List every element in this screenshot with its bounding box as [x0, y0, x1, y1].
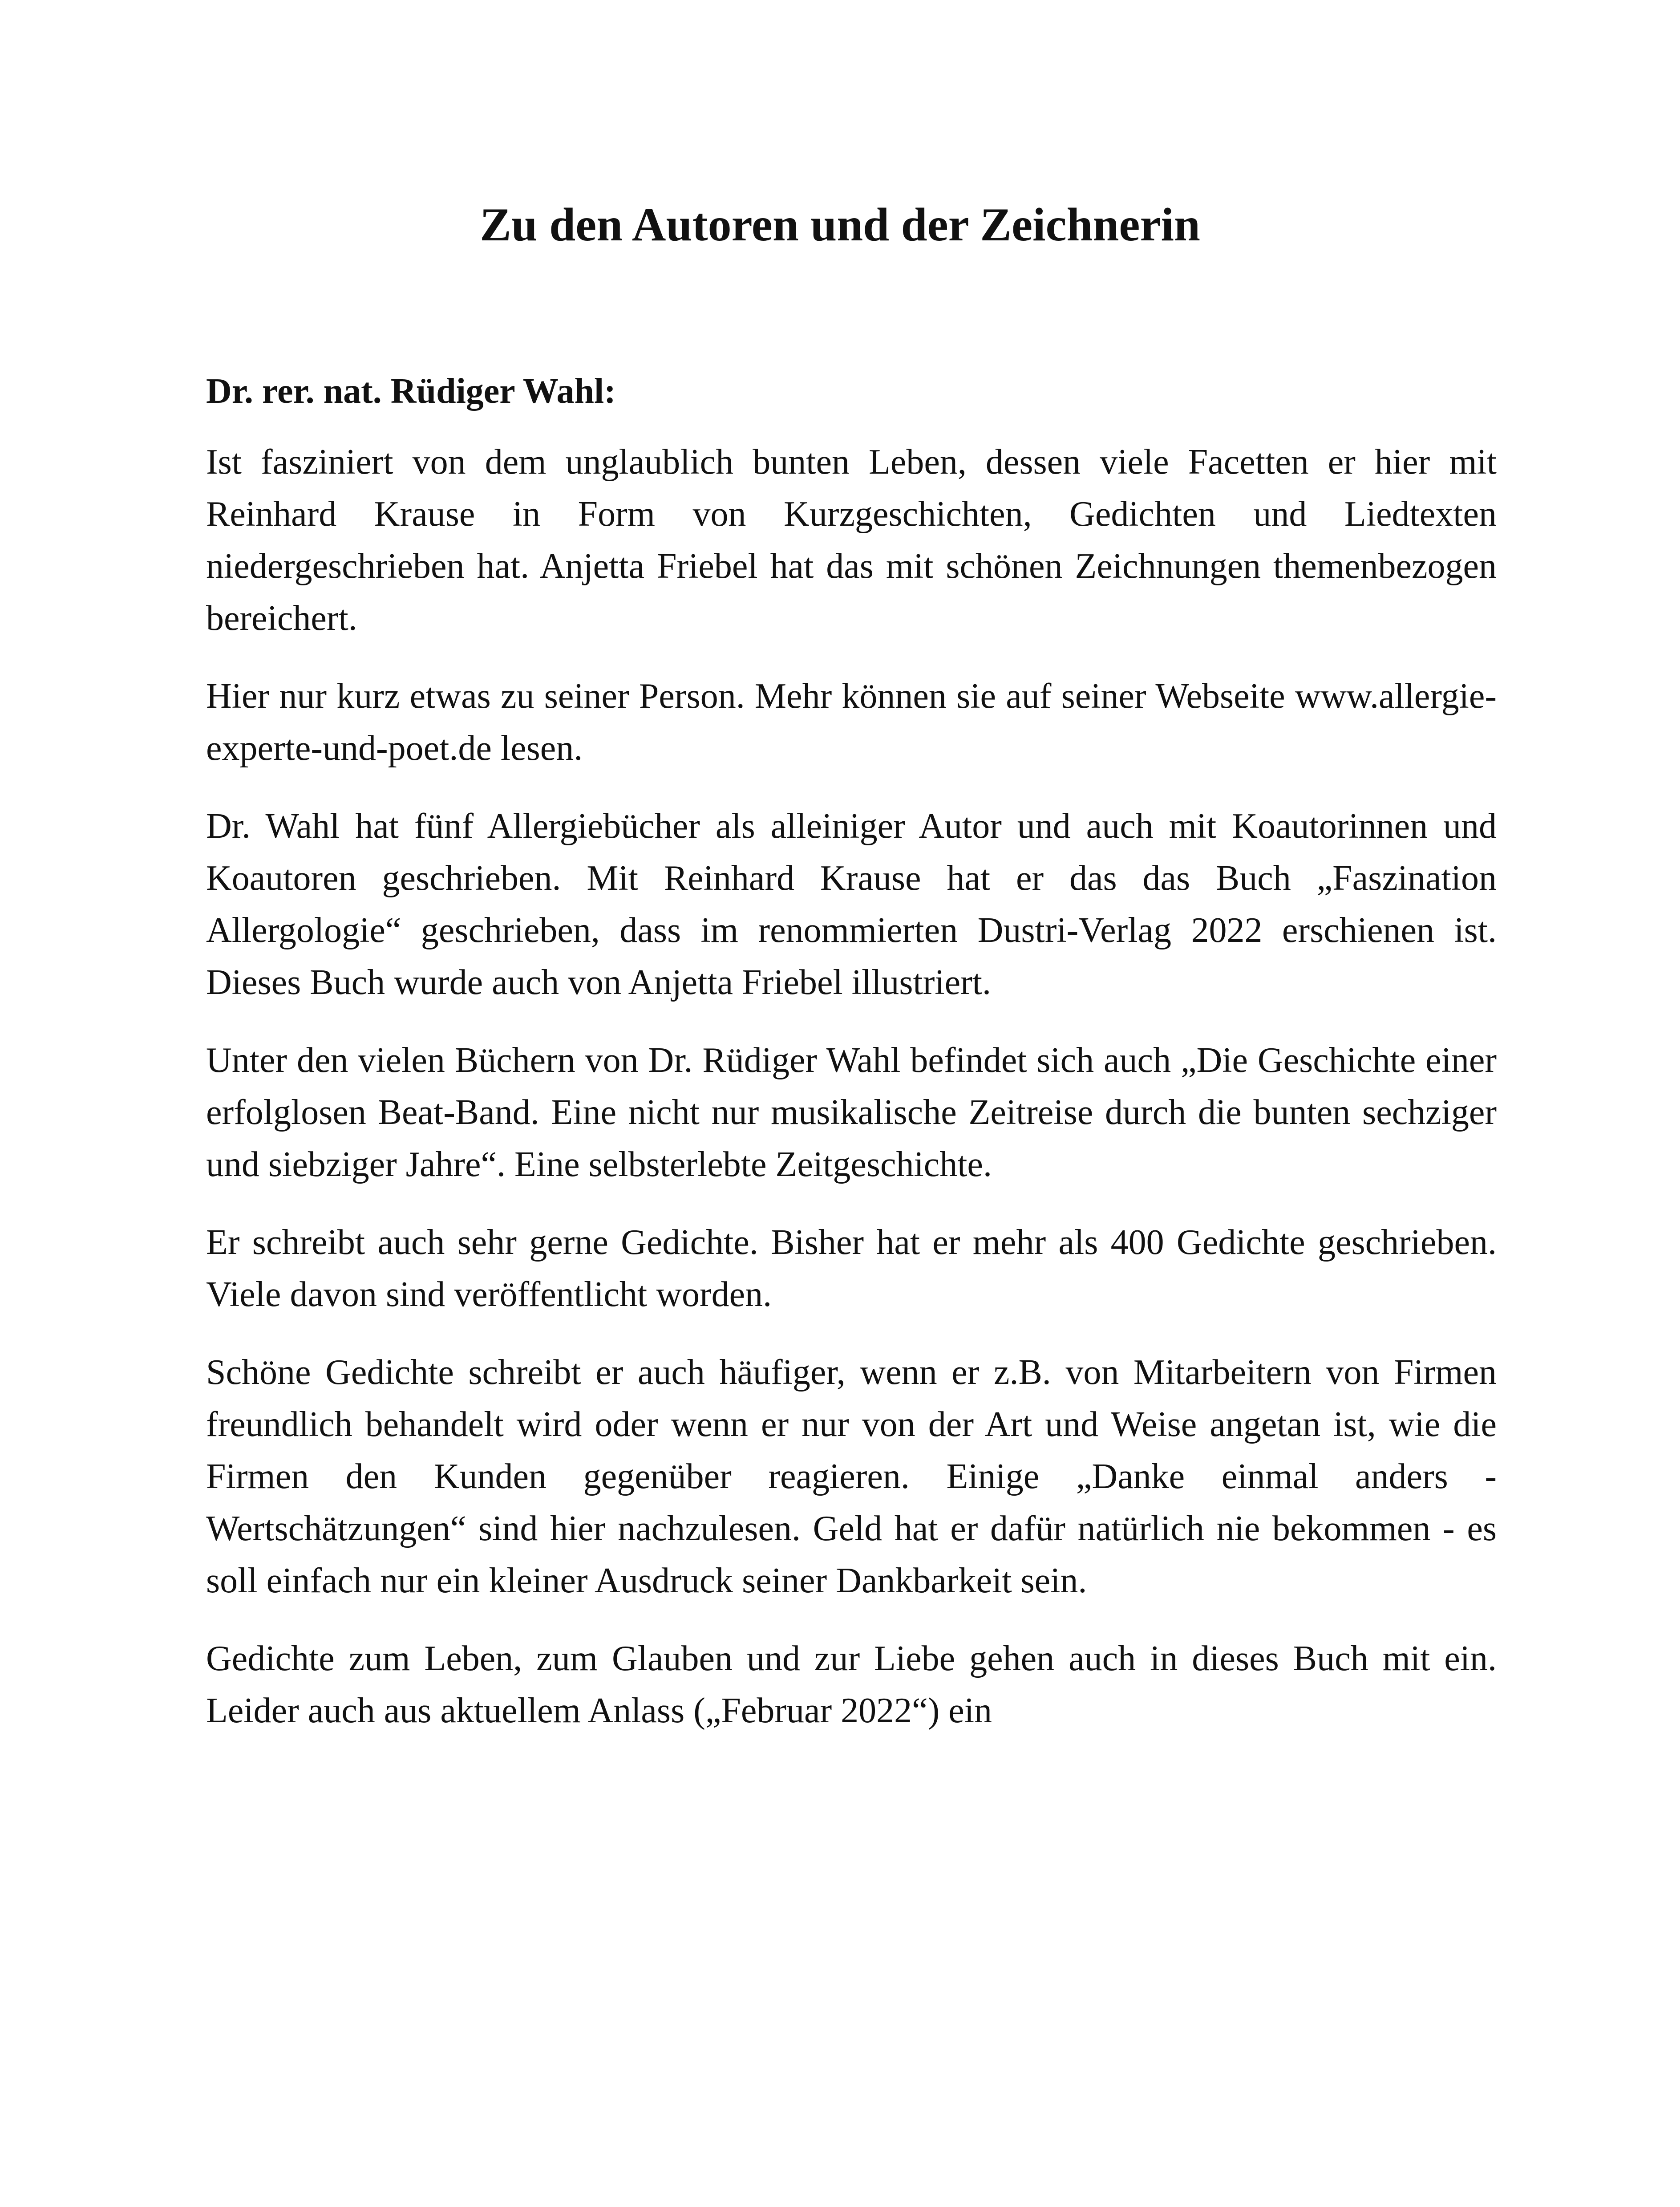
author-heading: Dr. rer. nat. Rüdiger Wahl:	[206, 372, 616, 411]
paragraph-intro: Ist fasziniert von dem unglaublich bunten Leben, dessen viele Facetten er hier mit Reinhard Krause in Form von Kurzgeschichten, Gedichten und Liedtexten niedergeschrieben hat. Anjetta Friebel hat das mit schönen Zeichnungen themenbezogen bereichert.	[206, 442, 1497, 638]
paragraph-life-faith-love: Gedichte zum Leben, zum Glauben und zur Liebe gehen auch in dieses Buch mit ein. Leider auch aus aktuellem Anlass („Februar 2022“) ein	[206, 1639, 1497, 1730]
page-title: Zu den Autoren und der Zeichnerin	[480, 199, 1200, 251]
paragraph-allergy-books: Dr. Wahl hat fünf Allergiebücher als alleiniger Autor und auch mit Koautorinnen und Koautoren geschrieben. Mit Reinhard Krause hat er das das Buch „Faszination Allergologie“ geschrieben, dass im renommierten Dustri-Verlag 2022 erschienen ist. Dieses Buch wurde auch von Anjetta Friebel illustriert.	[206, 807, 1497, 1002]
paragraph-website: Hier nur kurz etwas zu seiner Person. Mehr können sie auf seiner Webseite www.allergie-experte-und-poet.de lesen.	[206, 677, 1497, 768]
paragraph-poems: Er schreibt auch sehr gerne Gedichte. Bisher hat er mehr als 400 Gedichte geschrieben. Viele davon sind veröffentlicht worden.	[206, 1223, 1497, 1314]
paragraph-thank-you-poems: Schöne Gedichte schreibt er auch häufiger, wenn er z.B. von Mitarbeitern von Firmen freundlich behandelt wird oder wenn er nur von der Art und Weise angetan ist, wie die Firmen den Kunden gegenüber reagieren. Einige „Danke einmal anders - Wertschätzungen“ sind hier nachzulesen. Geld hat er dafür natürlich nie bekommen - es soll einfach nur ein kleiner Ausdruck seiner Dankbarkeit sein.	[206, 1353, 1497, 1600]
paragraph-beat-band-book: Unter den vielen Büchern von Dr. Rüdiger Wahl befindet sich auch „Die Geschichte einer erfolglosen Beat-Band. Eine nicht nur musikalische Zeitreise durch die bunten sechziger und siebziger Jahre“. Eine selbsterlebte Zeitgeschichte.	[206, 1041, 1497, 1184]
document-body	[206, 365, 1497, 1763]
